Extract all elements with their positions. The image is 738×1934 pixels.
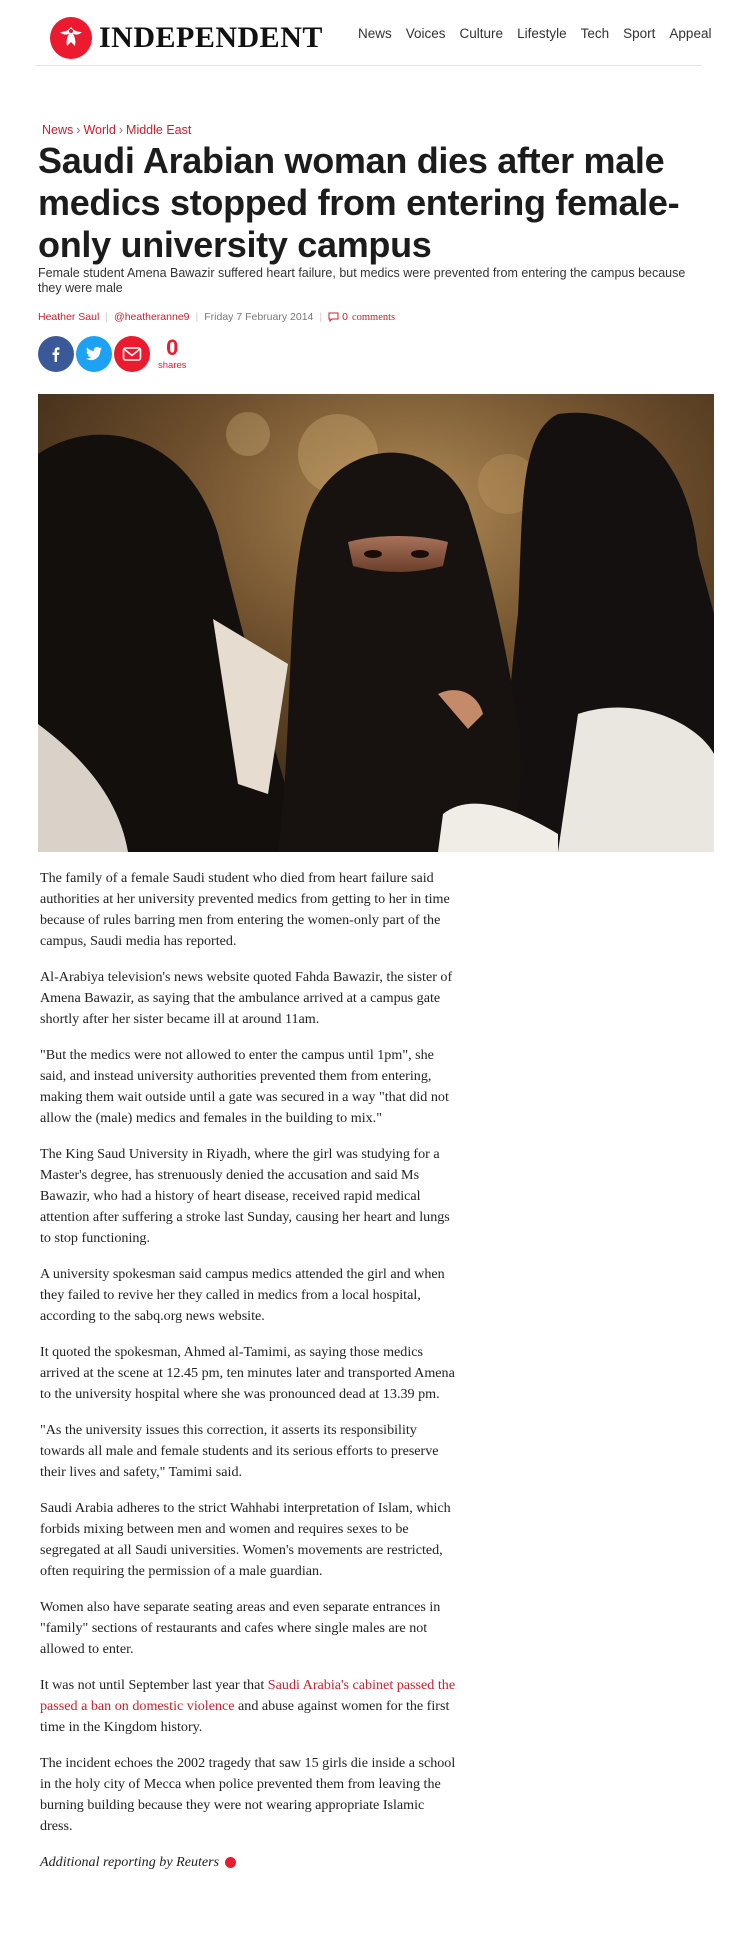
twitter-share-button[interactable] bbox=[76, 336, 112, 372]
article-body bbox=[40, 868, 460, 1888]
article-paragraph: Women also have separate seating areas and even separate entrances in "family" sections of restaurants and cafes where single males are not allowed to enter. bbox=[40, 1599, 441, 1657]
article-paragraph: Al-Arabiya television's news website quoted Fahda Bawazir, the sister of Amena Bawazir, as saying that the ambulance arrived at a campus gate shortly after her sister became ill at around 11am. bbox=[40, 969, 453, 1027]
comment-count: 0 bbox=[342, 311, 348, 323]
main-nav bbox=[358, 26, 725, 41]
author-link[interactable]: Heather Saul bbox=[38, 311, 100, 323]
article-paragraph: The incident echoes the 2002 tragedy that saw 15 girls die inside a school in the holy city of Mecca when police prevented them from leaving the burning building because they were not wearing appropriate Islamic dress. bbox=[40, 1755, 456, 1834]
facebook-icon bbox=[48, 346, 64, 362]
facebook-share-button[interactable] bbox=[38, 336, 74, 372]
comments-label: comments bbox=[351, 311, 396, 323]
cabinet-ban-link[interactable]: Saudi Arabia's cabinet passed the passed a ban on domestic violence bbox=[40, 1677, 456, 1714]
article-paragraph: The King Saud University in Riyadh, where the girl was studying for a Master's degree, has strenuously denied the accusation and said Ms Bawazir, who had a history of heart disease, received rapid medical attention after suffering a stroke last Sunday, causing her heart and lungs to stop functioning. bbox=[40, 1146, 450, 1246]
nav-culture[interactable]: Culture bbox=[459, 26, 504, 41]
comment-icon bbox=[328, 312, 339, 322]
breadcrumb-separator: › bbox=[76, 123, 81, 137]
hero-image bbox=[38, 394, 714, 852]
paragraph-text: It was not until September last year that bbox=[40, 1677, 268, 1693]
twitter-icon bbox=[85, 346, 103, 362]
breadcrumb-world[interactable]: World bbox=[83, 123, 116, 137]
eagle-icon bbox=[50, 17, 92, 59]
nav-appeal[interactable]: Appeal bbox=[669, 26, 712, 41]
publish-date: Friday 7 February 2014 bbox=[204, 311, 314, 323]
nav-sport[interactable]: Sport bbox=[623, 26, 656, 41]
site-logo[interactable] bbox=[50, 17, 323, 59]
article-paragraph: "But the medics were not allowed to enter the campus until 1pm", she said, and instead university authorities prevented them from entering, making them wait outside until a gate was secured in a way "that did not allow the (male) medics and females in the building to mix." bbox=[40, 1047, 449, 1126]
article-paragraph: It quoted the spokesman, Ahmed al-Tamimi, as saying those medics arrived at the scene at 12.45 pm, ten minutes later and transported Amena to the university hospital where she was pronounced dead at 13.39 pm. bbox=[40, 1344, 455, 1402]
divider: | bbox=[319, 311, 323, 323]
share-bar bbox=[38, 336, 187, 372]
comments-link[interactable] bbox=[328, 311, 395, 323]
author-twitter-link[interactable]: @heatheranne9 bbox=[114, 311, 190, 323]
share-counter bbox=[158, 337, 187, 371]
byline bbox=[38, 311, 395, 323]
end-marker-icon bbox=[225, 1857, 236, 1868]
divider: | bbox=[195, 311, 199, 323]
paragraph-text: and abuse against women for the first time in the Kingdom history. bbox=[40, 1698, 450, 1735]
shares-label: shares bbox=[158, 360, 187, 372]
article-headline: Saudi Arabian woman dies after male medics stopped from entering female-only university campus bbox=[38, 140, 680, 265]
reporting-credit bbox=[40, 1852, 460, 1873]
nav-news[interactable]: News bbox=[358, 26, 392, 41]
article-paragraph-with-link bbox=[40, 1675, 460, 1738]
site-header bbox=[36, 0, 712, 66]
breadcrumb-news[interactable]: News bbox=[42, 123, 74, 137]
divider: | bbox=[105, 311, 109, 323]
email-share-button[interactable] bbox=[114, 336, 150, 372]
article-paragraph: A university spokesman said campus medics attended the girl and when they failed to revive her they called in medics from a local hospital, according to the sabq.org news website. bbox=[40, 1266, 445, 1324]
nav-tech[interactable]: Tech bbox=[580, 26, 610, 41]
credit-text: Additional reporting by Reuters bbox=[40, 1854, 220, 1870]
article-standfirst: Female student Amena Bawazir suffered heart failure, but medics were prevented from entering the campus because they were male bbox=[38, 266, 686, 295]
nav-lifestyle[interactable]: Lifestyle bbox=[517, 26, 567, 41]
breadcrumb-middle-east[interactable]: Middle East bbox=[126, 123, 192, 137]
article-paragraph: Saudi Arabia adheres to the strict Wahhabi interpretation of Islam, which forbids mixing between men and women and requires sexes to be segregated at all Saudi universities. Women's movements are restricted, often requiring the permission of a male guardian. bbox=[40, 1500, 451, 1579]
breadcrumb bbox=[42, 123, 191, 137]
nav-voices[interactable]: Voices bbox=[405, 26, 446, 41]
logo-text: INDEPENDENT bbox=[99, 21, 323, 54]
email-icon bbox=[122, 346, 142, 362]
breadcrumb-separator: › bbox=[118, 123, 124, 137]
article-paragraph: The family of a female Saudi student who died from heart failure said authorities at her university prevented medics from getting to her in time because of rules barring men from entering the women-only part of the campus, Saudi media has reported. bbox=[40, 870, 450, 949]
article-paragraph: "As the university issues this correction, it asserts its responsibility towards all male and female students and its serious efforts to preserve their lives and safety," Tamimi said. bbox=[40, 1422, 439, 1480]
share-count: 0 bbox=[166, 335, 179, 361]
